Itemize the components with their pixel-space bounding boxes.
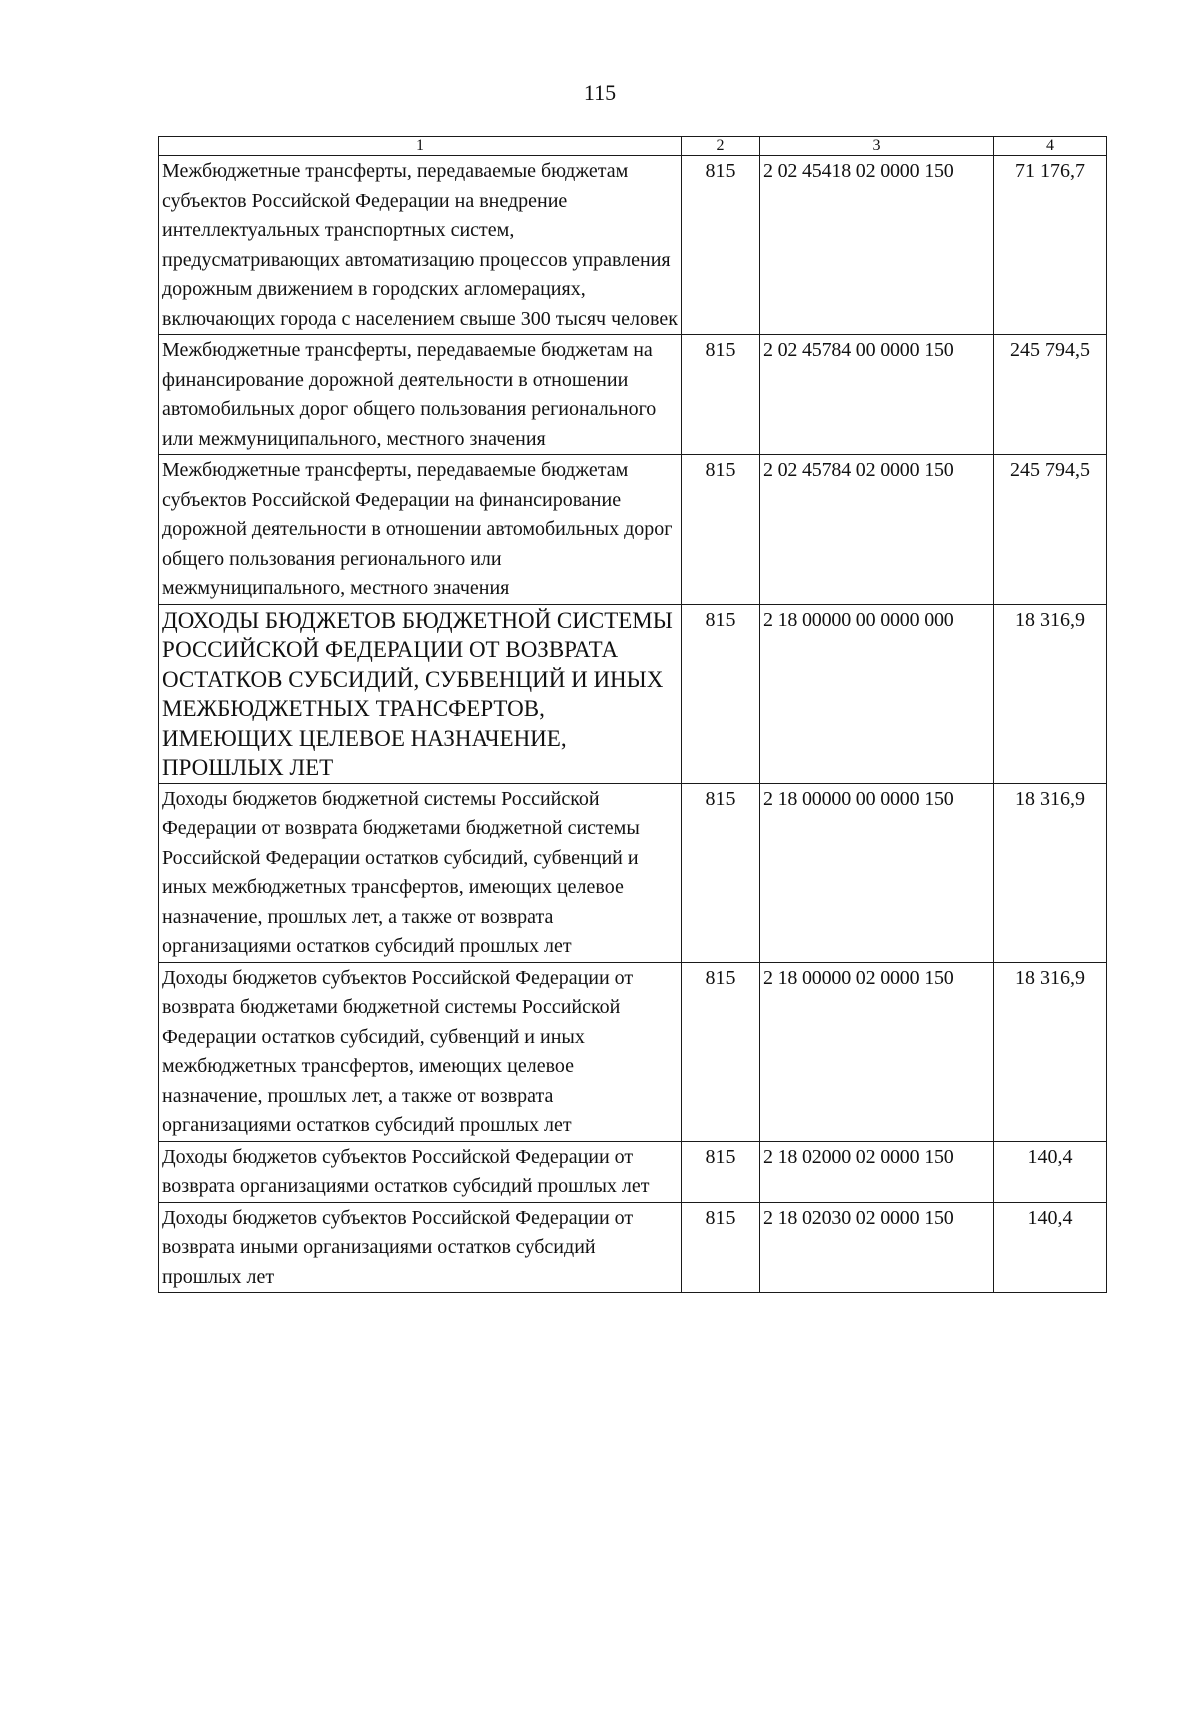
table-row <box>159 156 1107 335</box>
administrator-code-cell: 815 <box>682 1141 760 1202</box>
column-header-1: 1 <box>159 137 682 156</box>
column-header-3: 3 <box>760 137 994 156</box>
amount-cell: 245 794,5 <box>994 455 1107 605</box>
table-row <box>159 335 1107 455</box>
administrator-code-cell: 815 <box>682 962 760 1141</box>
budget-classification-code-cell: 2 18 02000 02 0000 150 <box>760 1141 994 1202</box>
table-row <box>159 783 1107 962</box>
table-row <box>159 604 1107 783</box>
amount-cell: 18 316,9 <box>994 962 1107 1141</box>
header-row <box>159 137 1107 156</box>
table-row <box>159 455 1107 605</box>
administrator-code-cell: 815 <box>682 156 760 335</box>
budget-classification-code-cell: 2 18 00000 00 0000 000 <box>760 604 994 783</box>
revenue-name-cell: Доходы бюджетов субъектов Российской Федерации от возврата бюджетами бюджетной системы Российской Федерации остатков субсидий, субвенций и иных межбюджетных трансфертов, имеющих целевое назначение, прошлых лет, а также от возврата организациями остатков субсидий прошлых лет <box>159 962 682 1141</box>
budget-classification-code-cell: 2 02 45784 02 0000 150 <box>760 455 994 605</box>
column-header-4: 4 <box>994 137 1107 156</box>
amount-cell: 18 316,9 <box>994 604 1107 783</box>
budget-classification-code-cell: 2 02 45784 00 0000 150 <box>760 335 994 455</box>
amount-cell: 18 316,9 <box>994 783 1107 962</box>
budget-revenue-table <box>158 136 1107 1293</box>
amount-cell: 245 794,5 <box>994 335 1107 455</box>
column-header-2: 2 <box>682 137 760 156</box>
table-row <box>159 1141 1107 1202</box>
revenue-name-cell: Доходы бюджетов бюджетной системы Российской Федерации от возврата бюджетами бюджетной системы Российской Федерации остатков субсидий, субвенций и иных межбюджетных трансфертов, имеющих целевое назначение, прошлых лет, а также от возврата организациями остатков субсидий прошлых лет <box>159 783 682 962</box>
revenue-name-cell: ДОХОДЫ БЮДЖЕТОВ БЮДЖЕТНОЙ СИСТЕМЫ РОССИЙСКОЙ ФЕДЕРАЦИИ ОТ ВОЗВРАТА ОСТАТКОВ СУБСИДИЙ, СУБВЕНЦИЙ И ИНЫХ МЕЖБЮДЖЕТНЫХ ТРАНСФЕРТОВ, ИМЕЮЩИХ ЦЕЛЕВОЕ НАЗНАЧЕНИЕ, ПРОШЛЫХ ЛЕТ <box>159 604 682 783</box>
administrator-code-cell: 815 <box>682 455 760 605</box>
budget-classification-code-cell: 2 18 00000 00 0000 150 <box>760 783 994 962</box>
administrator-code-cell: 815 <box>682 1202 760 1293</box>
page-number: 115 <box>583 80 617 105</box>
revenue-name-cell: Межбюджетные трансферты, передаваемые бюджетам субъектов Российской Федерации на финансирование дорожной деятельности в отношении автомобильных дорог общего пользования регионального или межмуниципального, местного значения <box>159 455 682 605</box>
table-row <box>159 962 1107 1141</box>
budget-classification-code-cell: 2 18 02030 02 0000 150 <box>760 1202 994 1293</box>
revenue-name-cell: Межбюджетные трансферты, передаваемые бюджетам на финансирование дорожной деятельности в отношении автомобильных дорог общего пользования регионального или межмуниципального, местного значения <box>159 335 682 455</box>
budget-classification-code-cell: 2 02 45418 02 0000 150 <box>760 156 994 335</box>
table-row <box>159 1202 1107 1293</box>
table-body <box>159 156 1107 1293</box>
amount-cell: 140,4 <box>994 1202 1107 1293</box>
administrator-code-cell: 815 <box>682 783 760 962</box>
amount-cell: 71 176,7 <box>994 156 1107 335</box>
revenue-name-cell: Доходы бюджетов субъектов Российской Федерации от возврата организациями остатков субсидий прошлых лет <box>159 1141 682 1202</box>
budget-classification-code-cell: 2 18 00000 02 0000 150 <box>760 962 994 1141</box>
amount-cell: 140,4 <box>994 1141 1107 1202</box>
revenue-name-cell: Межбюджетные трансферты, передаваемые бюджетам субъектов Российской Федерации на внедрение интеллектуальных транспортных систем, предусматривающих автоматизацию процессов управления дорожным движением в городских агломерациях, включающих города с населением свыше 300 тысяч человек <box>159 156 682 335</box>
administrator-code-cell: 815 <box>682 604 760 783</box>
revenue-name-cell: Доходы бюджетов субъектов Российской Федерации от возврата иными организациями остатков субсидий прошлых лет <box>159 1202 682 1293</box>
administrator-code-cell: 815 <box>682 335 760 455</box>
